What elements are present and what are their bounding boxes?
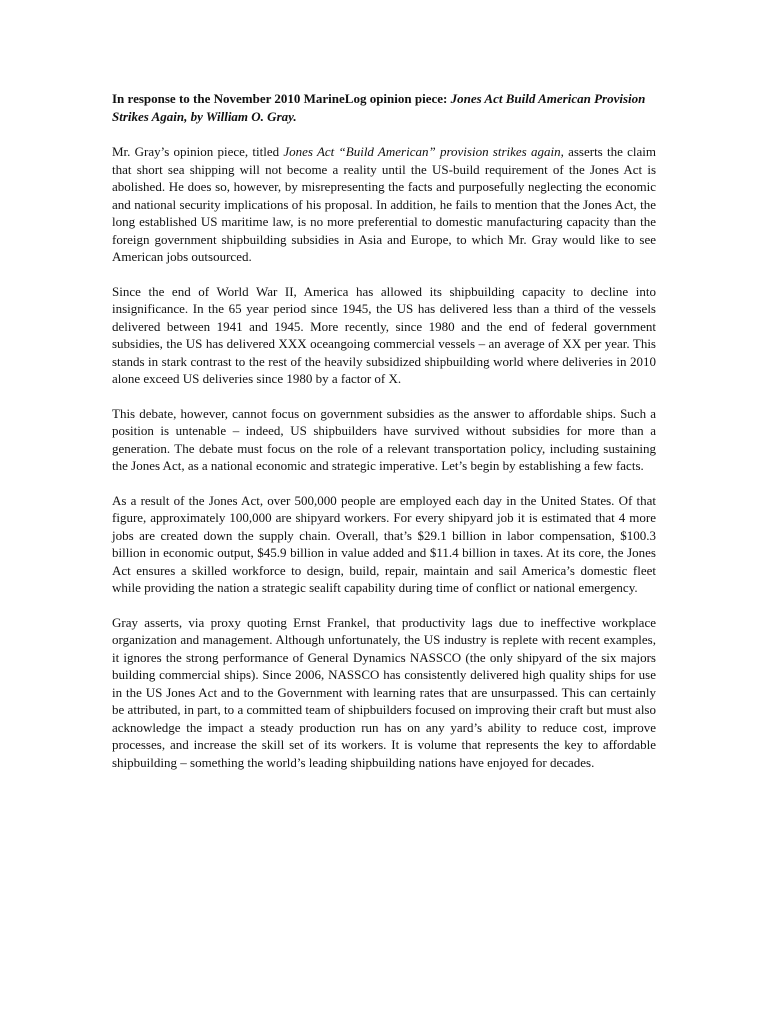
paragraph-3: This debate, however, cannot focus on government subsidies as the answer to affordable ships. Such a position is untenable – indeed, US shipbuilders have survived without subsidies for more than a generation. The debate must focus on the role of a relevant transportation policy, including sustaining the Jones Act, as a national economic and strategic imperative. Let’s begin by establishing a few facts.	[112, 405, 656, 473]
heading-prefix: In response to the November 2010 MarineLog opinion piece:	[112, 91, 451, 106]
paragraph-1-italic-title: Jones Act “Build American” provision strikes again,	[283, 144, 564, 159]
paragraph-1-after: asserts the claim that short sea shipping will not become a reality until the US-build requirement of the Jones Act is abolished. He does so, however, by misrepresenting the facts and purposefully neglecting the economic and national security implications of his proposal. In addition, he fails to mention that the Jones Act, the long established US maritime law, is no more preferential to domestic manufacturing capacity than the foreign government shipbuilding subsidies in Asia and Europe, to which Mr. Gray would like to see American jobs outsourced.	[112, 144, 656, 264]
heading-article-title: Jones Act Build American Provision Strikes Again, by William O. Gray.	[112, 91, 646, 124]
paragraph-5: Gray asserts, via proxy quoting Ernst Frankel, that productivity lags due to ineffective workplace organization and management. Although unfortunately, the US industry is replete with recent examples, it ignores the strong performance of General Dynamics NASSCO (the only shipyard of the six majors building commercial ships). Since 2006, NASSCO has consistently delivered high quality ships for use in the US Jones Act and to the Government with learning rates that are unsurpassed. This can certainly be attributed, in part, to a committed team of shipbuilders focused on improving their craft but must also acknowledge the impact a steady production run has on any yard’s ability to reduce cost, improve processes, and increase the skill set of its workers. It is volume that represents the key to affordable shipbuilding – something the world’s leading shipbuilding nations have enjoyed for decades.	[112, 614, 656, 770]
paragraph-4: As a result of the Jones Act, over 500,000 people are employed each day in the United States. Of that figure, approximately 100,000 are shipyard workers. For every shipyard job it is estimated that 4 more jobs are created down the supply chain. Overall, that’s $29.1 billion in labor compensation, $100.3 billion in economic output, $45.9 billion in value added and $11.4 billion in taxes. At its core, the Jones Act ensures a skilled workforce to design, build, repair, maintain and sail America’s domestic fleet while providing the nation a strategic sealift capability during time of conflict or national emergency.	[112, 492, 656, 595]
paragraph-2: Since the end of World War II, America has allowed its shipbuilding capacity to decline into insignificance. In the 65 year period since 1945, the US has delivered less than a third of the vessels delivered between 1941 and 1945. More recently, since 1980 and the end of federal government subsidies, the US has delivered XXX oceangoing commercial vessels – an average of XX per year. This stands in stark contrast to the rest of the heavily subsidized shipbuilding world where deliveries in 2010 alone exceed US deliveries since 1980 by a factor of X.	[112, 283, 656, 386]
paragraph-1	[112, 143, 656, 266]
paragraph-1-before: Mr. Gray’s opinion piece, titled	[112, 144, 284, 159]
document-heading	[112, 90, 656, 125]
document-page	[112, 90, 656, 788]
